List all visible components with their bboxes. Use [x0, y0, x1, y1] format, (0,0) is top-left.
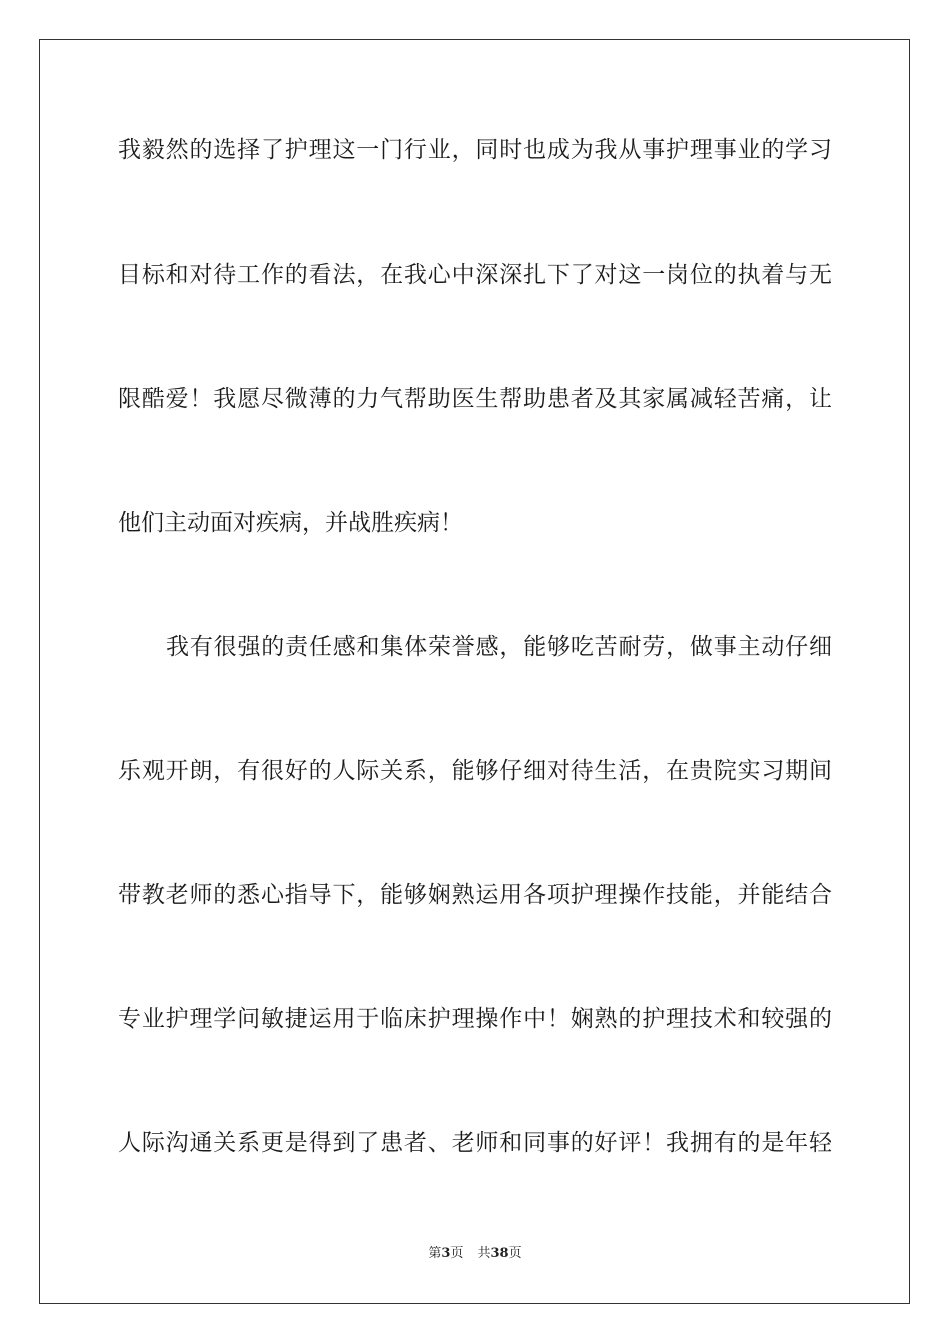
total-suffix: 页: [508, 1246, 522, 1261]
total-prefix: 共: [477, 1246, 491, 1261]
page-number: 3: [441, 1246, 451, 1261]
text-line-3: 限酷爱！我愿尽微薄的力气帮助医生帮助患者及其家属减轻苦痛，让: [118, 386, 832, 412]
text-line-4: 他们主动面对疾病，并战胜疾病！: [118, 510, 463, 536]
total-pages: 38: [490, 1246, 509, 1261]
page-prefix: 第: [428, 1246, 442, 1261]
text-line-8: 专业护理学问敏捷运用于临床护理操作中！娴熟的护理技术和较强的: [118, 1006, 832, 1032]
text-line-7: 带教老师的悉心指导下，能够娴熟运用各项护理操作技能，并能结合: [118, 882, 832, 908]
text-line-1: 我毅然的选择了护理这一门行业，同时也成为我从事护理事业的学习: [118, 137, 832, 163]
page-border: [39, 39, 910, 1304]
page-footer: [0, 1245, 950, 1263]
text-line-5: 我有很强的责任感和集体荣誉感，能够吃苦耐劳，做事主动仔细: [166, 634, 832, 660]
page-suffix: 页: [450, 1246, 464, 1261]
text-line-6: 乐观开朗，有很好的人际关系，能够仔细对待生活，在贵院实习期间: [118, 758, 832, 784]
text-line-9: 人际沟通关系更是得到了患者、老师和同事的好评！我拥有的是年轻: [118, 1130, 832, 1156]
text-line-2: 目标和对待工作的看法，在我心中深深扎下了对这一岗位的执着与无: [118, 262, 832, 288]
